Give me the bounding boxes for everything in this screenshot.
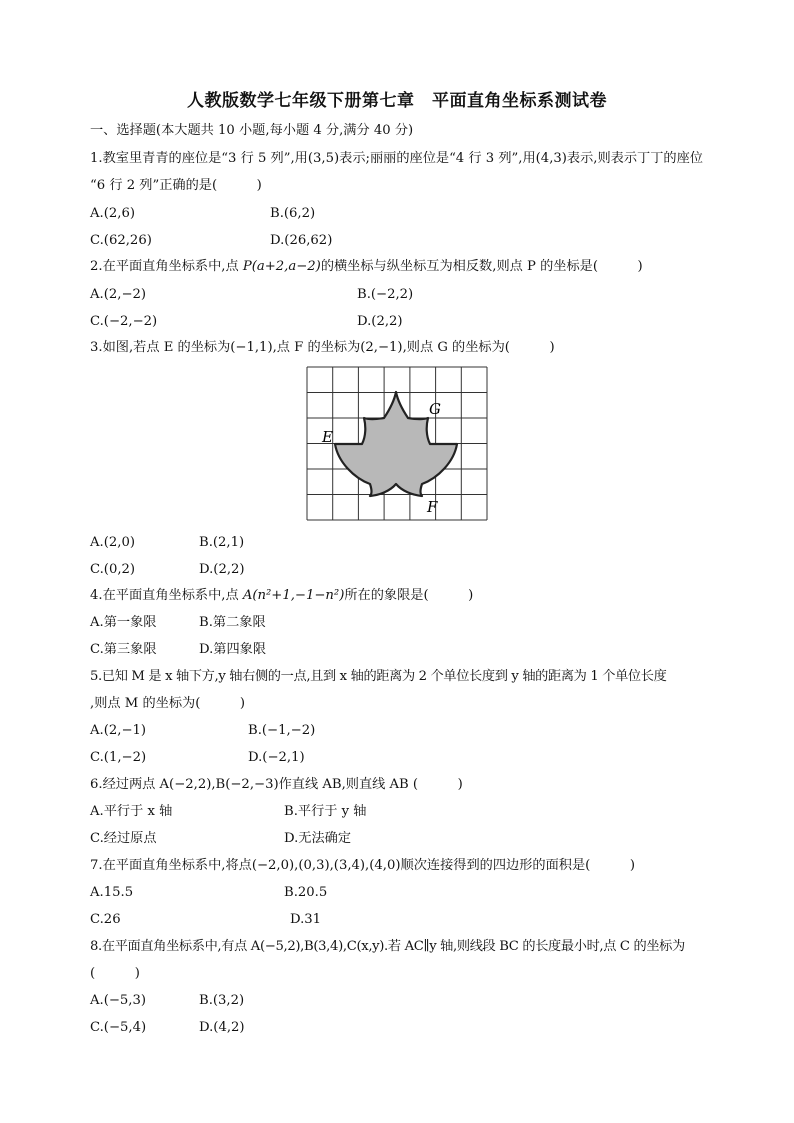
q3-stem: 3.如图,若点 E 的坐标为(−1,1),点 F 的坐标为(2,−1),则点 G 的坐标为( ) xyxy=(90,340,555,355)
q7-stem: 7.在平面直角坐标系中,将点(−2,0),(0,3),(3,4),(4,0)顺次连接得到的四边形的面积是( ) xyxy=(90,858,635,873)
q3-option-a: A.(2,0) xyxy=(90,535,135,550)
q6-option-b: B.平行于 y 轴 xyxy=(284,804,367,819)
q2-stem: 2.在平面直角坐标系中,点 P(a+2,a−2)的横坐标与纵坐标互为相反数,则点 P 的坐标是( ) xyxy=(90,259,643,274)
q8-option-b: B.(3,2) xyxy=(199,993,245,1008)
q5-option-a: A.(2,−1) xyxy=(90,723,147,738)
q1-option-b: B.(6,2) xyxy=(270,206,316,221)
q4-point: A(n²+1,−1−n²) xyxy=(242,588,345,603)
q4-option-d: D.第四象限 xyxy=(199,642,267,657)
q5-option-c: C.(1,−2) xyxy=(90,750,147,765)
q2-option-c: C.(−2,−2) xyxy=(90,314,158,329)
q7-option-a: A.15.5 xyxy=(90,885,134,900)
q3-option-d: D.(2,2) xyxy=(199,562,245,577)
q1-option-c: C.(62,26) xyxy=(90,233,152,248)
q7-option-d: D.31 xyxy=(290,912,322,927)
q5-option-b: B.(−1,−2) xyxy=(248,723,316,738)
page-title: 人教版数学七年级下册第七章 平面直角坐标系测试卷 xyxy=(187,91,607,111)
q2-option-d: D.(2,2) xyxy=(357,314,403,329)
q2-option-a: A.(2,−2) xyxy=(90,287,147,302)
q5-option-d: D.(−2,1) xyxy=(248,750,305,765)
q7-option-b: B.20.5 xyxy=(284,885,328,900)
q4-option-b: B.第二象限 xyxy=(199,615,266,630)
q2-option-b: B.(−2,2) xyxy=(357,287,414,302)
q4-option-a: A.第一象限 xyxy=(90,615,157,630)
q3-option-b: B.(2,1) xyxy=(199,535,245,550)
label-f: F xyxy=(427,498,438,516)
q7-option-c: C.26 xyxy=(90,912,121,927)
q1-stem-line2: “6 行 2 列”正确的是( ) xyxy=(90,178,262,193)
q6-option-d: D.无法确定 xyxy=(284,831,352,846)
section-heading: 一、选择题(本大题共 10 小题,每小题 4 分,满分 40 分) xyxy=(90,123,414,138)
q1-option-a: A.(2,6) xyxy=(90,206,135,221)
q1-stem-line1: 1.教室里青青的座位是“3 行 5 列”,用(3,5)表示;丽丽的座位是“4 行 3 列”,用(4,3)表示,则表示丁丁的座位 xyxy=(90,151,703,166)
q6-stem: 6.经过两点 A(−2,2),B(−2,−3)作直线 AB,则直线 AB ( ) xyxy=(90,777,463,792)
maple-leaf-grid-figure xyxy=(306,366,488,524)
q4-option-c: C.第三象限 xyxy=(90,642,157,657)
label-g: G xyxy=(429,400,441,418)
q6-option-c: C.经过原点 xyxy=(90,831,157,846)
q5-stem-line2: ,则点 M 的坐标为( ) xyxy=(90,696,246,711)
q3-option-c: C.(0,2) xyxy=(90,562,136,577)
q8-option-c: C.(−5,4) xyxy=(90,1020,147,1035)
q8-option-a: A.(−5,3) xyxy=(90,993,147,1008)
q8-stem-line1: 8.在平面直角坐标系中,有点 A(−5,2),B(3,4),C(x,y).若 AC∥y 轴,则线段 BC 的长度最小时,点 C 的坐标为 xyxy=(90,939,685,954)
q1-option-d: D.(26,62) xyxy=(270,233,333,248)
label-e: E xyxy=(322,428,333,446)
q5-stem-line1: 5.已知 M 是 x 轴下方,y 轴右侧的一点,且到 x 轴的距离为 2 个单位长度到 y 轴的距离为 1 个单位长度 xyxy=(90,669,667,684)
q8-stem-line2: ( ) xyxy=(90,966,140,981)
q2-point: P(a+2,a−2) xyxy=(242,259,321,274)
q6-option-a: A.平行于 x 轴 xyxy=(90,804,173,819)
q4-stem: 4.在平面直角坐标系中,点 A(n²+1,−1−n²)所在的象限是( ) xyxy=(90,588,474,603)
q8-option-d: D.(4,2) xyxy=(199,1020,245,1035)
